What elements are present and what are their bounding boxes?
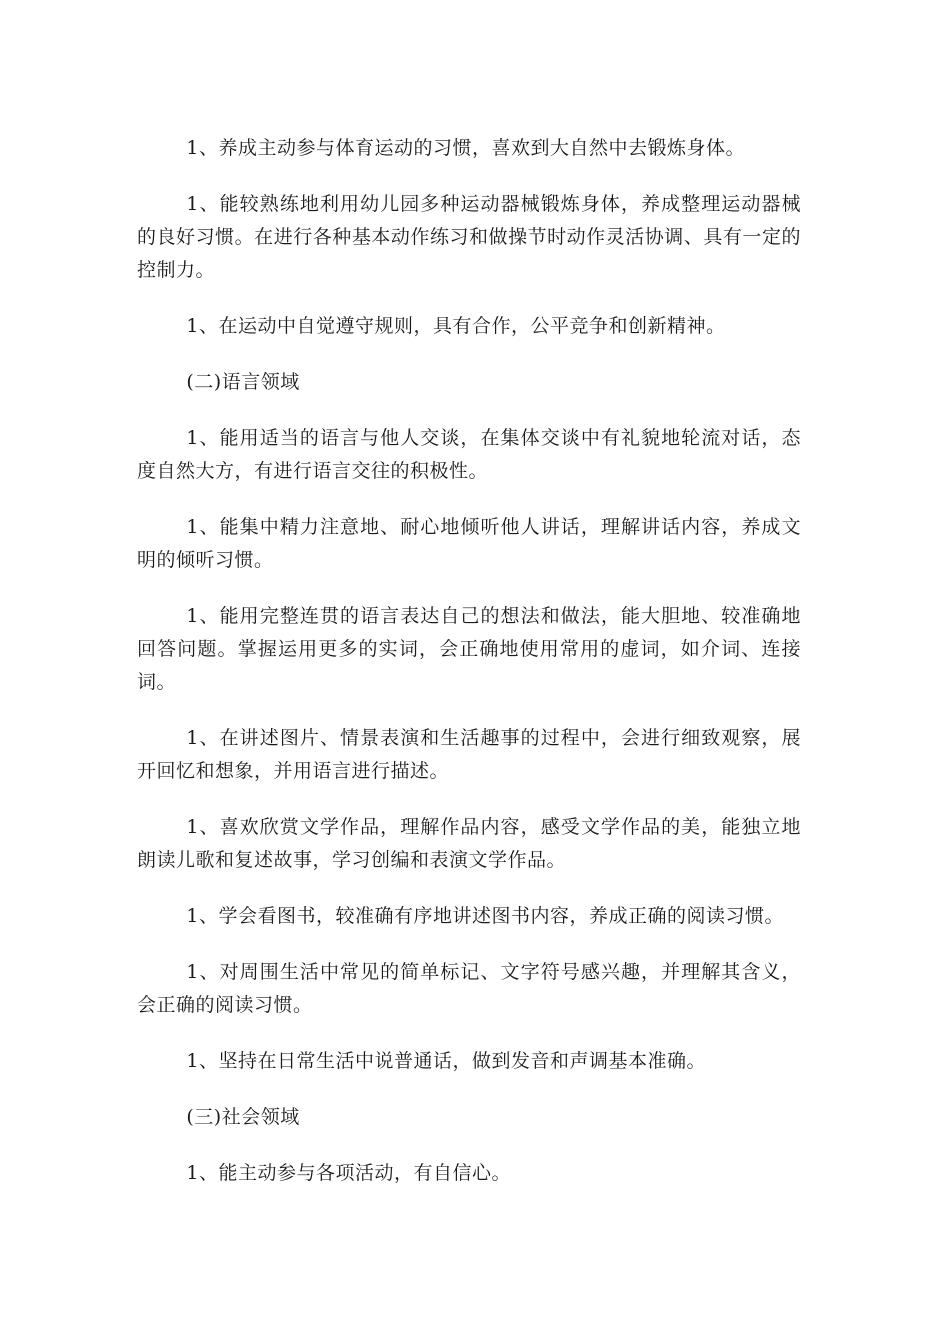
paragraph-conversation: 1、能用适当的语言与他人交谈，在集体交谈中有礼貌地轮流对话，态度自然大方，有进行语言交往的积极性。 — [137, 427, 801, 482]
paragraph-picture-books: 1、学会看图书，较准确有序地讲述图书内容，养成正确的阅读习惯。 — [186, 905, 784, 927]
paragraph-listening: 1、能集中精力注意地、耐心地倾听他人讲话，理解讲话内容，养成文明的倾听习惯。 — [137, 516, 801, 571]
paragraph-rules-cooperation: 1、在运动中自觉遵守规则，具有合作，公平竞争和创新精神。 — [186, 315, 726, 337]
document-body — [137, 132, 801, 1213]
section-heading-social: (三)社会领域 — [186, 1106, 300, 1128]
paragraph-expression: 1、能用完整连贯的语言表达自己的想法和做法，能大胆地、较准确地回答问题。掌握运用更多的实词，会正确地使用常用的虚词，如介词、连接词。 — [137, 605, 801, 693]
paragraph-symbols: 1、对周围生活中常见的简单标记、文字符号感兴趣，并理解其含义，会正确的阅读习惯。 — [137, 961, 801, 1016]
paragraph-confidence: 1、能主动参与各项活动，有自信心。 — [186, 1162, 511, 1184]
paragraph-sports-habit: 1、养成主动参与体育运动的习惯，喜欢到大自然中去锻炼身体。 — [186, 137, 745, 159]
paragraph-literature: 1、喜欢欣赏文学作品，理解作品内容，感受文学作品的美，能独立地朗读儿歌和复述故事，学习创编和表演文学作品。 — [137, 816, 801, 871]
paragraph-equipment-use: 1、能较熟练地利用幼儿园多种运动器械锻炼身体，养成整理运动器械的良好习惯。在进行各种基本动作练习和做操节时动作灵活协调、具有一定的控制力。 — [137, 193, 801, 281]
paragraph-mandarin: 1、坚持在日常生活中说普通话，做到发音和声调基本准确。 — [186, 1050, 706, 1072]
paragraph-narration: 1、在讲述图片、情景表演和生活趣事的过程中，会进行细致观察，展开回忆和想象，并用语言进行描述。 — [137, 727, 801, 782]
section-heading-language: (二)语言领域 — [186, 371, 300, 393]
